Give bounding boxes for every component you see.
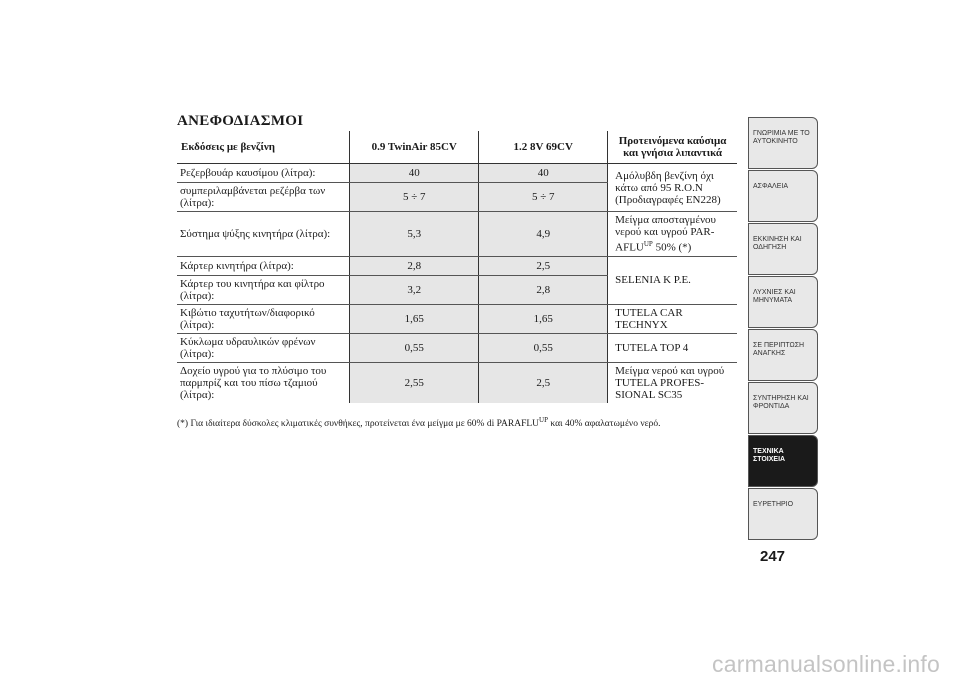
footnote-end: και 40% αφαλατωμένο νερό. (547, 419, 661, 430)
row-label: Δοχείο υγρού για το πλύσιμο του παρμπρίζ και του πίσω τζαμιού (λίτρα): (180, 364, 327, 401)
footnote-text: (*) Για ιδιαίτερα δύσκολες κλιματικές συνθήκες, προτείνεται ένα μείγμα με 60% di PARAFLU (177, 419, 540, 430)
rec-coolant-sup: UP (643, 240, 653, 248)
rec-engine-oil: SELENIA K P.E. (608, 256, 737, 304)
row-label: συμπεριλαμβάνεται ρεζέρβα των (λίτρα): (177, 183, 350, 212)
header-8v: 1.2 8V 69CV (479, 131, 608, 164)
header-versions: Εκδόσεις με βενζίνη (177, 131, 350, 164)
row-label: Κάρτερ του κινητήρα και φίλτρο (λίτρα): (177, 275, 350, 304)
tab-maintenance[interactable]: ΣΥΝΤΗΡΗΣΗ ΚΑΙ ΦΡΟΝΤΙΔΑ (748, 382, 818, 434)
rec-brakes: TUTELA TOP 4 (608, 333, 737, 362)
row-label: Κιβώτιο ταχυτήτων/διαφορικό (λίτρα): (177, 304, 350, 333)
tab-index[interactable]: ΕΥΡΕΤΗΡΙΟ (748, 488, 818, 540)
tab-safety[interactable]: ΑΣΦΑΛΕΙΑ (748, 170, 818, 222)
value-cell: 2,8 (479, 275, 608, 304)
value-cell: 3,2 (350, 275, 479, 304)
rec-washer: Μείγμα νερού και υγρού TUTELA PROFES-SIONAL SC35 (608, 362, 737, 403)
table-row (177, 362, 737, 403)
footnote-sup: UP (539, 416, 548, 424)
row-label: Σύστημα ψύξης κινητήρα (λίτρα): (177, 212, 350, 257)
rec-coolant-pct: 50% (*) (652, 241, 692, 254)
tab-technical-data[interactable]: ΤΕΧΝΙΚΑ ΣΤΟΙΧΕΙΑ (748, 435, 818, 487)
header-recommended: Προτεινόμενα καύσιμα και γνήσια λιπαντικά (608, 131, 737, 164)
header-twinair: 0.9 TwinAir 85CV (350, 131, 479, 164)
value-cell: 40 (350, 164, 479, 183)
value-cell: 2,55 (350, 362, 479, 403)
table-row (177, 256, 737, 275)
value-cell: 5 ÷ 7 (479, 183, 608, 212)
rec-coolant-text: Μείγμα αποσταγμένου νερού και υγρού PAR-AFLU (615, 214, 716, 254)
page-title: ΑΝΕΦΟΔΙΑΣΜΟΙ (177, 113, 304, 129)
footnote (177, 416, 777, 429)
value-cell: 5 ÷ 7 (350, 183, 479, 212)
row-label: Ρεζερβουάρ καυσίμου (λίτρα): (177, 164, 350, 183)
value-cell: 2,5 (479, 256, 608, 275)
watermark: carmanualsonline.info (712, 651, 940, 677)
row-label: Κάρτερ κινητήρα (λίτρα): (177, 256, 350, 275)
tab-starting-driving[interactable]: ΕΚΚΙΝΗΣΗ ΚΑΙ ΟΔΗΓΗΣΗ (748, 223, 818, 275)
table-row (177, 304, 737, 333)
value-cell: 1,65 (350, 304, 479, 333)
value-cell: 2,8 (350, 256, 479, 275)
table-row (177, 164, 737, 183)
value-cell: 0,55 (479, 333, 608, 362)
value-cell: 5,3 (350, 212, 479, 257)
rec-gearbox: TUTELA CAR TECHNYX (608, 304, 737, 333)
section-tabs (748, 117, 818, 541)
value-cell: 0,55 (350, 333, 479, 362)
value-cell: 1,65 (479, 304, 608, 333)
rec-coolant (608, 212, 737, 257)
value-cell: 2,5 (479, 362, 608, 403)
table-row (177, 212, 737, 257)
row-label: Κύκλωμα υδραυλικών φρένων (λίτρα): (177, 333, 350, 362)
value-cell: 4,9 (479, 212, 608, 257)
tab-emergency[interactable]: ΣΕ ΠΕΡΙΠΤΩΣΗ ΑΝΑΓΚΗΣ (748, 329, 818, 381)
tab-getting-to-know[interactable]: ΓΝΩΡΙΜΙΑ ΜΕ ΤΟ ΑΥΤΟΚΙΝΗΤΟ (748, 117, 818, 169)
page-number: 247 (760, 548, 786, 565)
tab-warning-lights[interactable]: ΛΥΧΝΙΕΣ ΚΑΙ ΜΗΝΥΜΑΤΑ (748, 276, 818, 328)
refueling-table (177, 131, 737, 403)
table-row (177, 333, 737, 362)
rec-fuel: Αμόλυβδη βενζίνη όχι κάτω από 95 R.O.N (Προδιαγραφές EN228) (608, 164, 737, 212)
value-cell: 40 (479, 164, 608, 183)
